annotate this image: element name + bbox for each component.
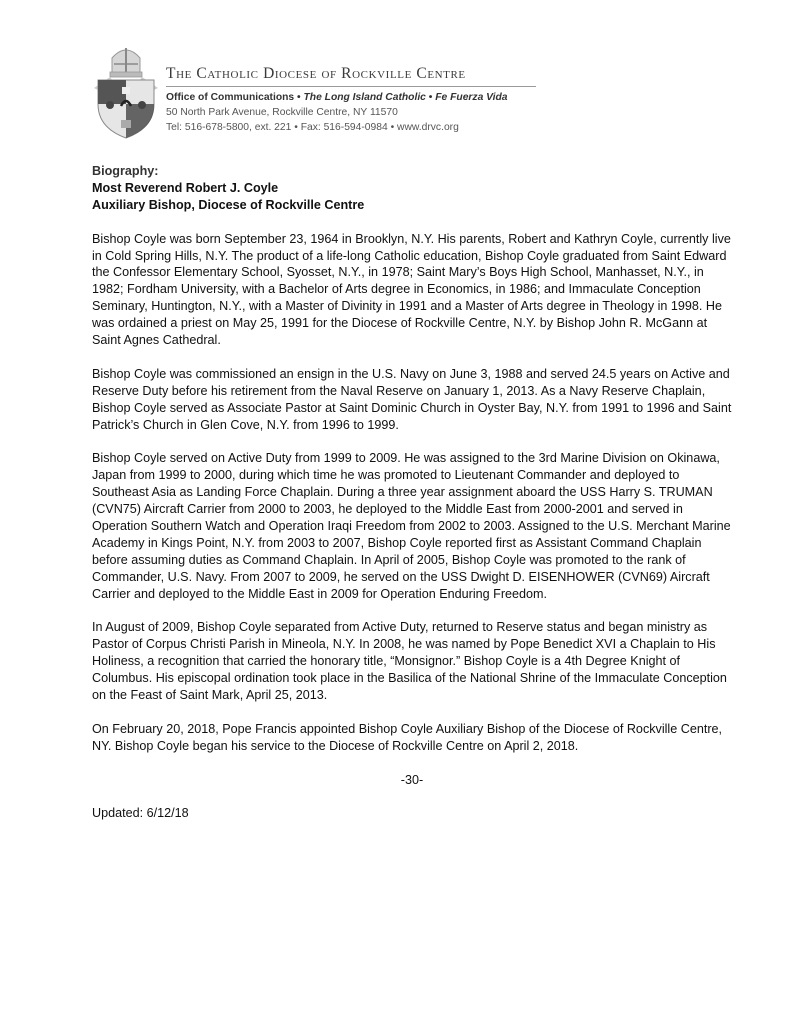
diocese-crest-icon [88,44,164,140]
letterhead [88,44,648,144]
office-name: Office of Communications [166,92,295,103]
diocese-name: The Catholic Diocese of Rockville Centre [166,65,536,87]
address: 50 North Park Avenue, Rockville Centre, NY 11570 [166,107,398,118]
paragraph-navy-reserve: Bishop Coyle was commissioned an ensign in the U.S. Navy on June 3, 1988 and served 24.5 years on Active and Reserve Duty before his retirement from the Naval Reserve on January 1, 2013. As a Navy Reserve Chaplain, Bishop Coyle served as Associate Pastor at Saint Dominic Church in Oyster Bay, N.Y. from 1991 to 1996 and Saint Patrick’s Church in Glen Cove, N.Y. from 1996 to 1999. [92,366,732,432]
paragraph-ministry: In August of 2009, Bishop Coyle separated from Active Duty, returned to Reserve status and began ministry as Pastor of Corpus Christi Parish in Mineola, N.Y. In 2008, he was named by Pope Benedict XVI a Chaplain to His Holiness, a recognition that carried the honorary title, “Monsignor.” Bishop Coyle is a 4th Degree Knight of Columbus. His episcopal ordination took place in the Basilica of the National Shrine of the Immaculate Conception on the Feast of Saint Mark, April 25, 2013. [92,620,727,703]
updated-date: Updated: 6/12/18 [92,806,189,821]
bio-name: Most Reverend Robert J. Coyle [92,180,279,195]
paragraph-education: Bishop Coyle was born September 23, 1964 in Brooklyn, N.Y. His parents, Robert and Kathryn Coyle, currently live in Cold Spring Hills, N.Y. The product of a life-long Catholic education, Bishop Coyle graduated from Saint Edward the Confessor Elementary School, Syosset, N.Y., in 1978; Saint Mary’s Boys High School, Manhasset, N.Y., in 1982; Fordham University, with a Bachelor of Arts degree in Economics, in 1986; and Immaculate Conception Seminary, Huntington, N.Y., with a Master of Divinity in 1991 and a Master of Arts degree in Theology in 1998. He was ordained a priest on May 25, 1991 for the Diocese of Rockville Centre, N.Y. by Bishop John R. McGann at Saint Agnes Cathedral. [92,231,731,348]
end-mark: -30- [400,772,424,787]
paragraph-appointment: On February 20, 2018, Pope Francis appointed Bishop Coyle Auxiliary Bishop of the Diocese of Rockville Centre, NY. Bishop Coyle began his service to the Diocese of Rockville Centre on April 2, 2018. [92,721,723,753]
bio-title: Auxiliary Bishop, Diocese of Rockville Centre [92,197,365,212]
paragraph-active-duty: Bishop Coyle served on Active Duty from 1999 to 2009. He was assigned to the 3rd Marine Division on Okinawa, Japan from 1999 to 2000, during which time he was promoted to Lieutenant Commander and deployed to Southeast Asia as Landing Force Chaplain. During a three year assignment aboard the USS Harry S. TRUMAN (CVN75) Aircraft Carrier from 2000 to 2003, he deployed to the Middle East from 2000-2001 and served in Operation Southern Watch and Operation Iraqi Freedom from 2002 to 2003. Assigned to the U.S. Merchant Marine Academy in Kings Point, N.Y. from 2003 to 2007, Bishop Coyle reported first as Assistant Command Chaplain before assuming duties as Command Chaplain. In April of 2005, Bishop Coyle was promoted to the rank of Commander, U.S. Navy. From 2007 to 2009, he served on the USS Dwight D. EISENHOWER (CVN69) Aircraft Carrier and deployed to the Middle East in 2009 for Operation Enduring Freedom. [92,451,731,601]
bio-label: Biography: [92,164,159,178]
document-body [92,163,732,839]
publication-2: Fe Fuerza Vida [435,92,508,103]
contact-info: Tel: 516-678-5800, ext. 221 • Fax: 516-594-0984 • www.drvc.org [166,122,459,133]
bio-heading [92,163,732,214]
office-line: Office of Communications • The Long Island Catholic • Fe Fuerza Vida [166,92,508,103]
publication-1: The Long Island Catholic [303,92,426,103]
